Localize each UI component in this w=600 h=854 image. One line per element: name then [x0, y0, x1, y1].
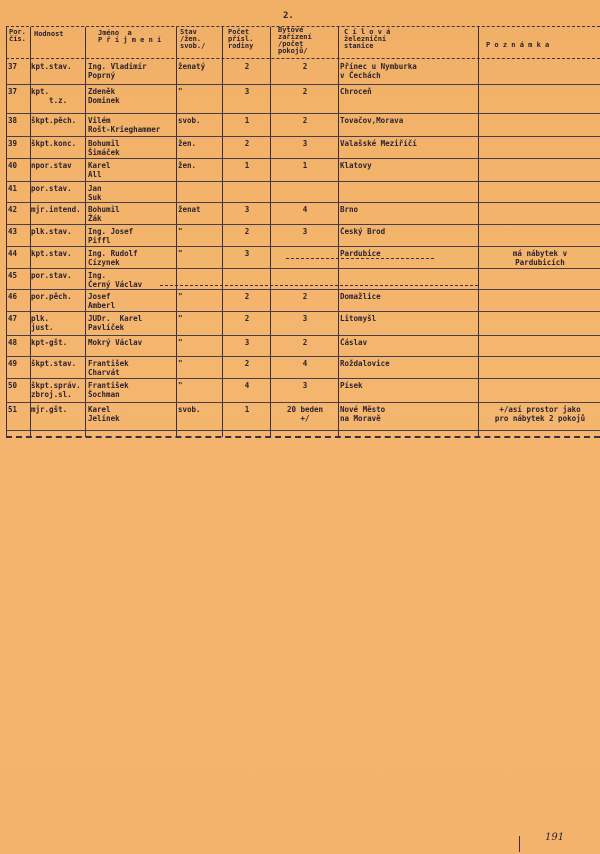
- row-divider: [6, 202, 600, 203]
- row-note: [481, 381, 599, 402]
- row-note: [481, 338, 599, 356]
- row-name: František Charvát: [88, 359, 129, 377]
- row-rooms: 4: [302, 359, 308, 368]
- row-rooms: [272, 271, 338, 289]
- row-family-count: 2: [244, 359, 250, 368]
- row-family-count: 3: [244, 249, 250, 258]
- row-number: 37: [8, 87, 18, 96]
- row-status: svob.: [178, 405, 201, 414]
- row-rank: por.stav.: [31, 271, 72, 280]
- row-number: 38: [8, 116, 18, 125]
- row-family-count: 3: [244, 205, 250, 214]
- row-number: 42: [8, 205, 18, 214]
- row-note: [481, 292, 599, 311]
- row-note: má nábytek v Pardubicích: [512, 249, 568, 267]
- header-poznamka: P o z n á m k a: [486, 41, 550, 49]
- row-status: ": [178, 227, 183, 236]
- row-name: Karel All: [88, 161, 111, 179]
- row-status: žen.: [178, 161, 197, 170]
- row-divider: [6, 158, 600, 159]
- folio-number: 191: [545, 832, 565, 843]
- row-name: JUDr. Karel Pavlíček: [88, 314, 143, 332]
- row-name: Karel Jelínek: [88, 405, 120, 423]
- header-bytove: Bytové zařízení /počet pokojů/: [278, 26, 312, 55]
- row-rank: plk. just.: [31, 314, 54, 332]
- row-station: [340, 184, 478, 202]
- row-station: Litomyšl: [340, 314, 377, 323]
- row-rooms: 3: [302, 227, 308, 236]
- row-family-count: [224, 184, 270, 202]
- row-number: 37: [8, 62, 18, 71]
- row-rank: kpt-gšt.: [31, 338, 68, 347]
- row-family-count: 2: [244, 139, 250, 148]
- row-rooms: 3: [302, 314, 308, 323]
- row-name: Bohumil Šimáček: [88, 139, 120, 157]
- row-number: 50: [8, 381, 18, 390]
- row-number: 41: [8, 184, 18, 193]
- row-station: Chroceň: [340, 87, 372, 96]
- row-rank: mjr.intend.: [31, 205, 81, 214]
- row-number: 47: [8, 314, 18, 323]
- row-name: Jan Suk: [88, 184, 102, 202]
- row-family-count: 2: [244, 314, 250, 323]
- row-family-count: 1: [244, 405, 250, 414]
- row-family-count: 3: [244, 87, 250, 96]
- header-cilova: C í l o v á železniční stanice: [344, 28, 391, 50]
- row-note: [481, 62, 599, 84]
- row-rank: kpt.stav.: [31, 249, 72, 258]
- page-number: 2.: [283, 11, 294, 21]
- row-name: František Šochman: [88, 381, 129, 399]
- row-number: 49: [8, 359, 18, 368]
- row-status: [178, 271, 222, 289]
- row-rooms: 1: [302, 161, 308, 170]
- header-pocet: Počet přísl. rodiny: [228, 28, 254, 50]
- row-note: [481, 271, 599, 289]
- row-family-count: 4: [244, 381, 250, 390]
- row-rooms: 2: [302, 338, 308, 347]
- column-line: [222, 27, 223, 437]
- row-name: Bohumil Žák: [88, 205, 120, 223]
- row-station: Český Brod: [340, 227, 386, 236]
- row-status: ": [178, 292, 183, 301]
- row-divider: [6, 136, 600, 137]
- row-number: 51: [8, 405, 18, 414]
- row-number: 43: [8, 227, 18, 236]
- row-station: Písek: [340, 381, 363, 390]
- row-name: Zdeněk Dominek: [88, 87, 120, 105]
- row-divider: [6, 356, 600, 357]
- row-rank: plk.stav.: [31, 227, 72, 236]
- row-status: [178, 184, 222, 202]
- row-status: žen.: [178, 139, 197, 148]
- header-stav: Stav /žen. svob./: [180, 28, 206, 50]
- row-name: Ing. Černý Václav: [88, 271, 143, 289]
- row-station: Brno: [340, 205, 359, 214]
- row-divider: [6, 289, 600, 290]
- row-divider: [6, 430, 600, 431]
- row-note: [481, 205, 599, 224]
- row-family-count: [224, 271, 270, 289]
- row-station: Roždalovice: [340, 359, 390, 368]
- row-rank: mjr.gšt.: [31, 405, 68, 414]
- row-divider: [6, 181, 600, 182]
- row-name: Mokrý Václav: [88, 338, 143, 347]
- row-number: 46: [8, 292, 18, 301]
- row-status: ženat: [178, 205, 201, 214]
- row-note: [481, 87, 599, 113]
- row-family-count: 2: [244, 227, 250, 236]
- row-station: Pardubice: [340, 249, 381, 258]
- row-status: svob.: [178, 116, 201, 125]
- row-station: Klatovy: [340, 161, 372, 170]
- row-number: 39: [8, 139, 18, 148]
- row-rooms: 20 beden +/: [286, 405, 324, 423]
- row-rank: škpt.pěch.: [31, 116, 77, 125]
- row-rank: por.pěch.: [31, 292, 72, 301]
- row-family-count: 1: [244, 161, 250, 170]
- row-status: ": [178, 249, 183, 258]
- row-rooms: 2: [302, 87, 308, 96]
- row-rank: por.stav.: [31, 184, 72, 193]
- row-note: [481, 184, 599, 202]
- row-number: 45: [8, 271, 18, 280]
- row-note: [481, 139, 599, 158]
- header-hodnost: Hodnost: [34, 30, 64, 38]
- row-note: [481, 161, 599, 181]
- column-line: [270, 27, 271, 437]
- header-bottom-rule: [6, 58, 600, 59]
- strike-line: [286, 258, 434, 259]
- row-station: Nové Město na Moravě: [340, 405, 386, 423]
- row-rooms: 4: [302, 205, 308, 214]
- row-family-count: 2: [244, 292, 250, 301]
- row-rank: škpt.stav.: [31, 359, 77, 368]
- row-family-count: 2: [244, 62, 250, 71]
- row-station: Domažlice: [340, 292, 381, 301]
- row-divider: [6, 224, 600, 225]
- row-note: [481, 116, 599, 136]
- row-station: Čáslav: [340, 338, 368, 347]
- row-rooms: 2: [302, 62, 308, 71]
- row-rank: kpt. t.z.: [31, 87, 68, 105]
- row-station: Tovačov,Morava: [340, 116, 404, 125]
- row-divider: [6, 311, 600, 312]
- row-rooms: 2: [302, 292, 308, 301]
- row-status: ": [178, 359, 183, 368]
- row-divider: [6, 335, 600, 336]
- row-number: 40: [8, 161, 18, 170]
- row-name: Ing. Rudolf Cízynek: [88, 249, 138, 267]
- row-status: ženatý: [178, 62, 206, 71]
- row-divider: [6, 113, 600, 114]
- row-rooms: 3: [302, 139, 308, 148]
- row-name: Ing. Vladimír Poprný: [88, 62, 147, 80]
- strike-line: [160, 285, 478, 286]
- row-number: 48: [8, 338, 18, 347]
- row-note: [481, 227, 599, 246]
- row-family-count: 1: [244, 116, 250, 125]
- row-station: [340, 271, 478, 289]
- row-divider: [6, 268, 600, 269]
- column-line: [338, 27, 339, 437]
- row-name: Ing. Josef Piffl: [88, 227, 134, 245]
- row-note: [481, 314, 599, 335]
- row-name: Josef Amberl: [88, 292, 116, 310]
- row-rank: kpt.stav.: [31, 62, 72, 71]
- row-status: ": [178, 338, 183, 347]
- row-divider: [6, 246, 600, 247]
- row-station: Přínec u Nymburka v Čechách: [340, 62, 417, 80]
- table-end-rule: [6, 436, 600, 438]
- row-family-count: 3: [244, 338, 250, 347]
- header-por-cis: Por. čís.: [9, 28, 26, 43]
- header-jmeno: Jméno a P ř í j m e n í: [98, 29, 162, 44]
- row-number: 44: [8, 249, 18, 258]
- row-status: ": [178, 314, 183, 323]
- row-status: ": [178, 381, 183, 390]
- row-rank: škpt.konc.: [31, 139, 77, 148]
- row-status: ": [178, 87, 183, 96]
- column-line: [6, 27, 7, 437]
- row-rank: škpt.správ. zbroj.sl.: [31, 381, 81, 399]
- column-line: [85, 27, 86, 437]
- row-rooms: [272, 184, 338, 202]
- row-divider: [6, 84, 600, 85]
- row-note: [481, 359, 599, 378]
- column-line: [176, 27, 177, 437]
- margin-mark: [519, 836, 520, 852]
- row-name: Vilém Rošt-Krieghammer: [88, 116, 161, 134]
- row-divider: [6, 402, 600, 403]
- row-station: Valašské Meziříčí: [340, 139, 417, 148]
- row-rank: npor.stav: [31, 161, 72, 170]
- row-rooms: 3: [302, 381, 308, 390]
- row-divider: [6, 378, 600, 379]
- row-rooms: 2: [302, 116, 308, 125]
- row-note: +/ası́ prostor jako pro nábytek 2 pokojů: [494, 405, 586, 423]
- column-line: [478, 27, 479, 437]
